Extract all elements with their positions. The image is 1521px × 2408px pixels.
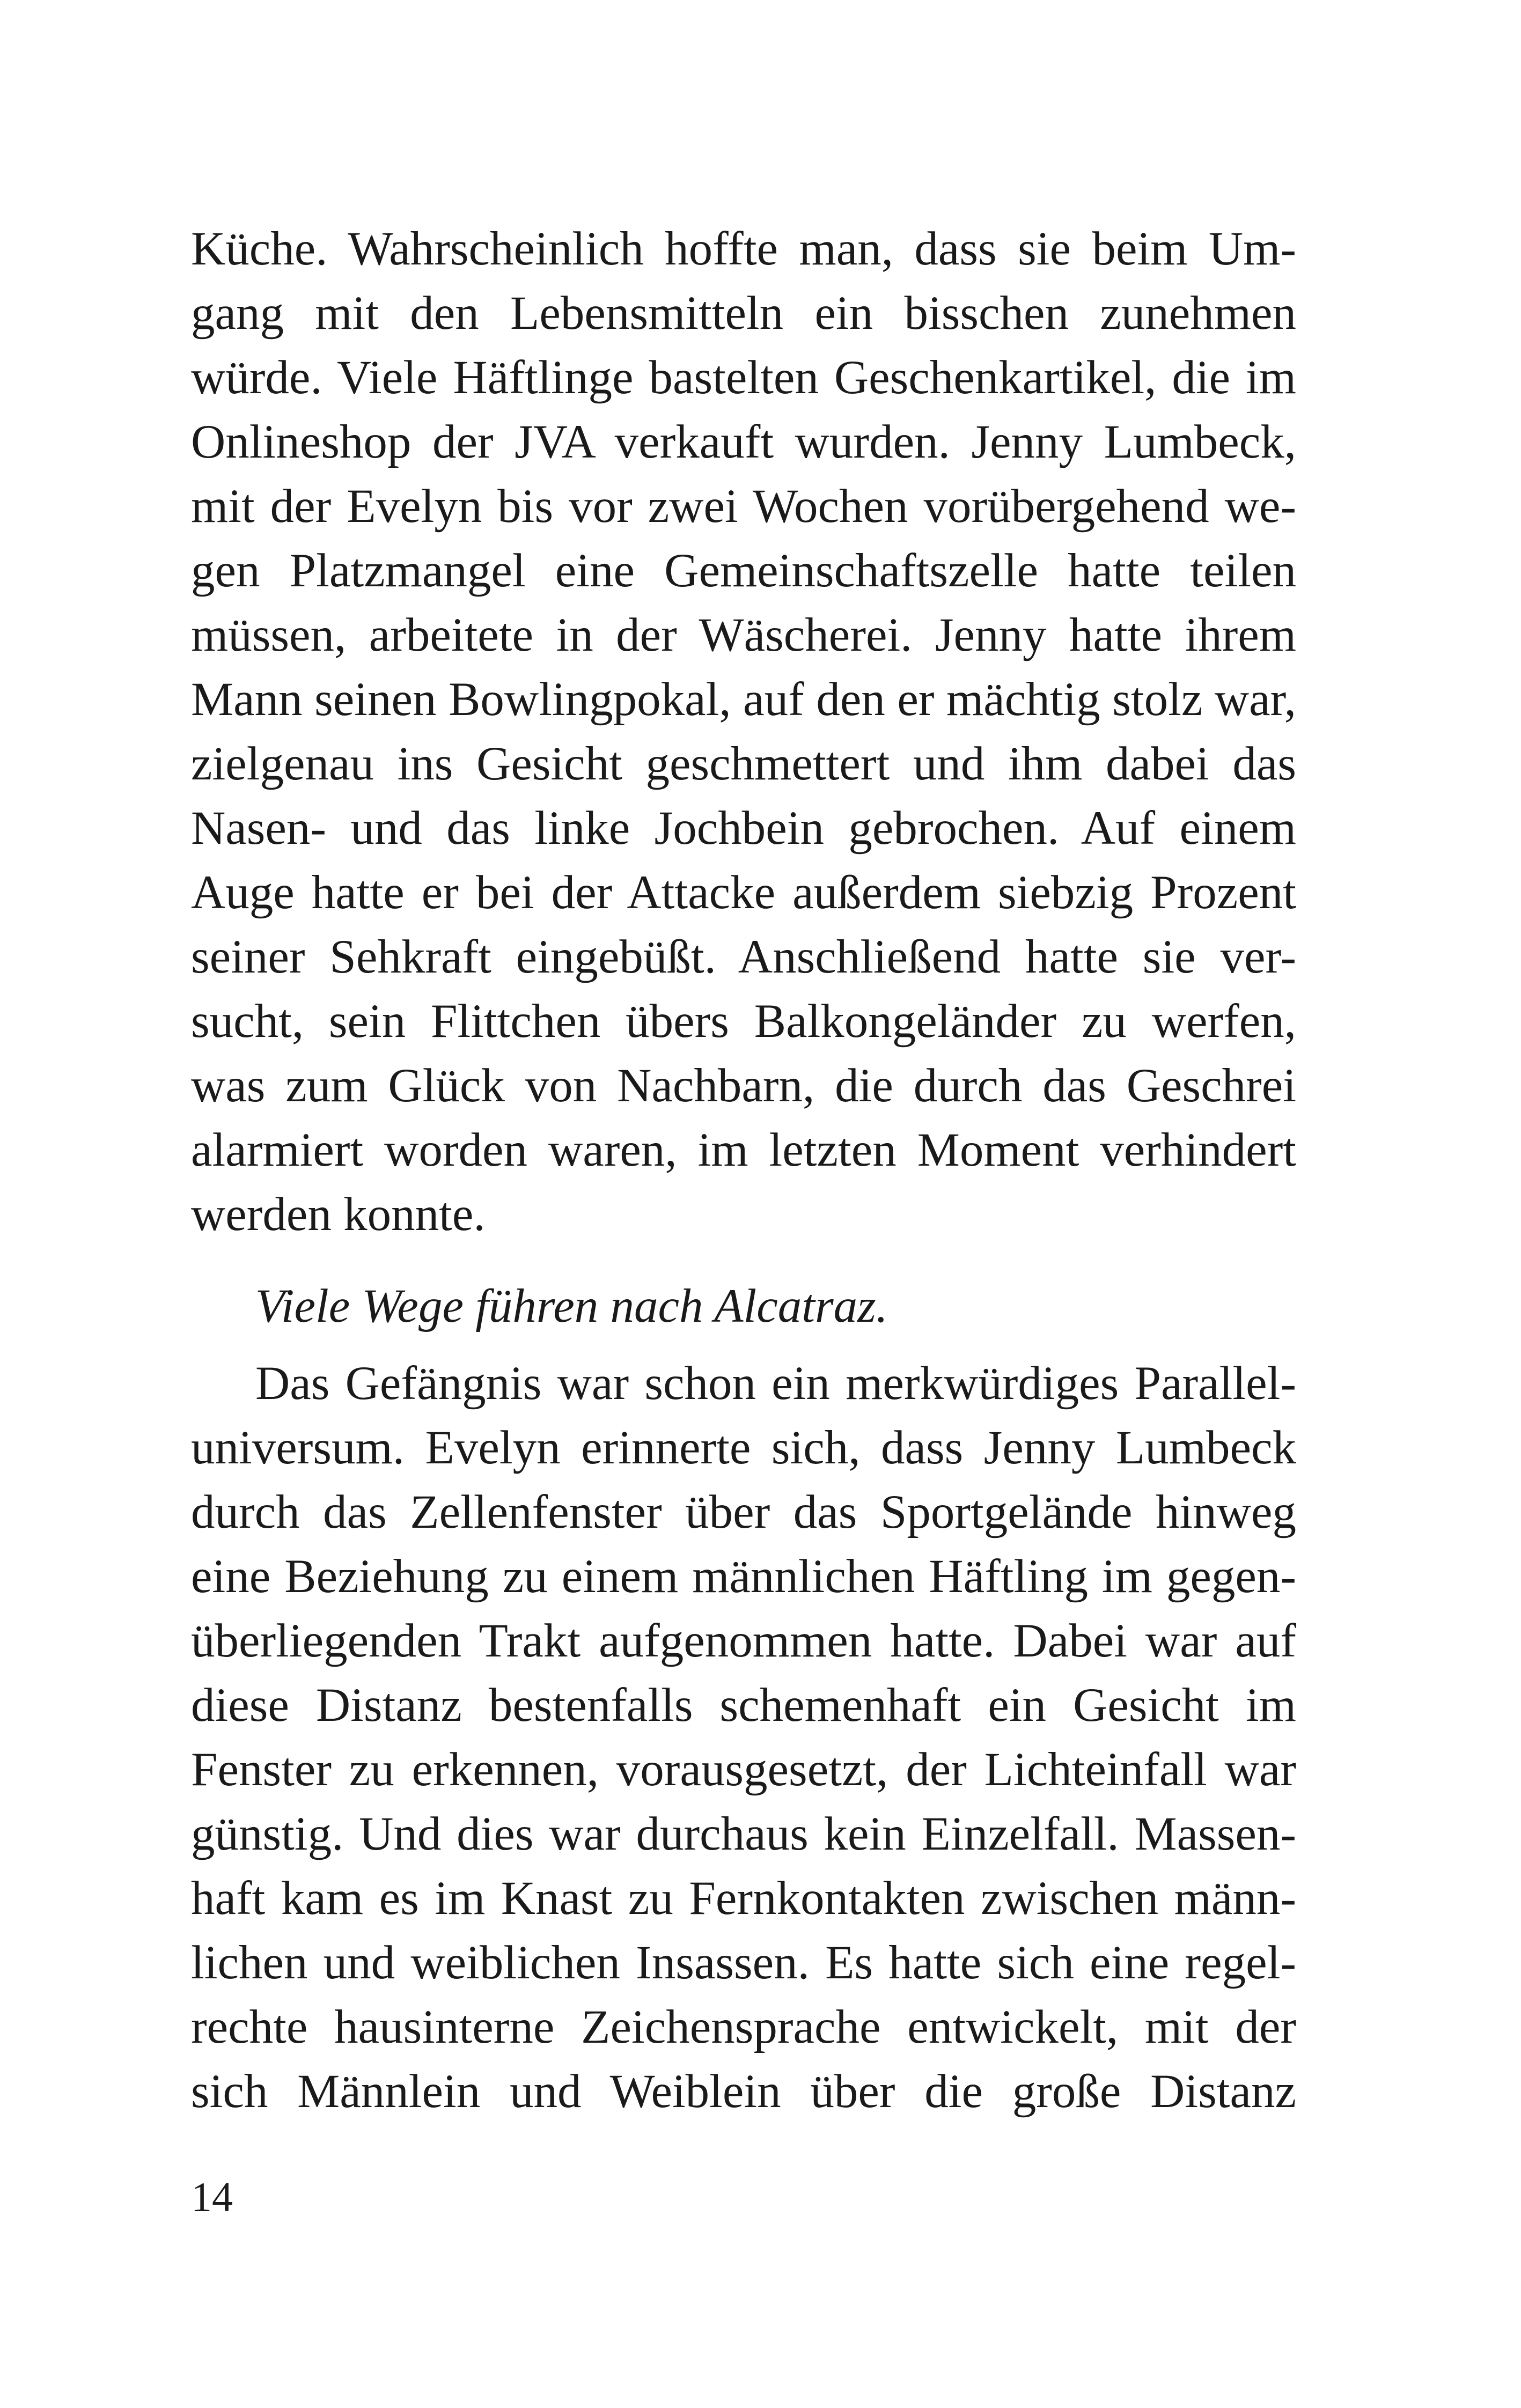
text-line: sich Männlein und Weiblein über die große Distanz [191, 2065, 1296, 2118]
quote-line: Viele Wege führen nach Alcatraz. [255, 1280, 888, 1332]
text-line: eine Beziehung zu einem männlichen Häftling im gegen- [191, 1550, 1296, 1603]
text-line: universum. Evelyn erinnerte sich, dass Jenny Lumbeck [191, 1422, 1296, 1474]
text-line: günstig. Und dies war durchaus kein Einzelfall. Massen- [191, 1808, 1296, 1860]
text-line: Mann seinen Bowlingpokal, auf den er mächtig stolz war, [191, 673, 1296, 726]
text-line: Onlineshop der JVA verkauft wurden. Jenny Lumbeck, [191, 416, 1296, 468]
text-line: Nasen- und das linke Jochbein gebrochen. Auf einem [191, 802, 1296, 855]
paragraph [191, 217, 1296, 1247]
text-line: Fenster zu erkennen, vorausgesetzt, der Lichteinfall war [191, 1743, 1296, 1796]
text-line: müssen, arbeitete in der Wäscherei. Jenny hatte ihrem [191, 609, 1296, 661]
text-line: gen Platzmangel eine Gemeinschaftszelle hatte teilen [191, 544, 1296, 597]
text-line: würde. Viele Häftlinge bastelten Geschenkartikel, die im [191, 351, 1296, 404]
text-line: haft kam es im Knast zu Fernkontakten zwischen männ- [191, 1872, 1296, 1925]
text-line: rechte hausinterne Zeichensprache entwickelt, mit der [191, 2001, 1296, 2053]
text-line: durch das Zellenfenster über das Sportgelände hinweg [191, 1486, 1296, 1538]
text-line: mit der Evelyn bis vor zwei Wochen vorübergehend we- [191, 480, 1296, 533]
text-line: sucht, sein Flittchen übers Balkongeländer zu werfen, [191, 995, 1296, 1048]
text-line: seiner Sehkraft eingebüßt. Anschließend hatte sie ver- [191, 931, 1296, 983]
text-line: Auge hatte er bei der Attacke außerdem siebzig Prozent [191, 866, 1296, 919]
text-line: alarmiert worden waren, im letzten Moment verhindert [191, 1124, 1296, 1176]
italic-quote [191, 1274, 1296, 1338]
page-number: 14 [191, 2174, 233, 2220]
text-line: werden konnte. [191, 1188, 486, 1241]
text-line: überliegenden Trakt aufgenommen hatte. Dabei war auf [191, 1615, 1296, 1667]
paragraph [191, 1351, 1296, 2124]
text-line: zielgenau ins Gesicht geschmettert und ihm dabei das [191, 738, 1296, 790]
text-line: diese Distanz bestenfalls schemenhaft ein Gesicht im [191, 1679, 1296, 1732]
text-line: was zum Glück von Nachbarn, die durch das Geschrei [191, 1059, 1296, 1112]
text-line: lichen und weiblichen Insassen. Es hatte sich eine regel- [191, 1936, 1296, 1989]
text-line: gang mit den Lebensmitteln ein bisschen zunehmen [191, 287, 1296, 340]
text-line: Küche. Wahrscheinlich hoffte man, dass sie beim Um- [191, 223, 1296, 275]
text-line: Das Gefängnis war schon ein merkwürdiges Parallel- [255, 1357, 1296, 1410]
